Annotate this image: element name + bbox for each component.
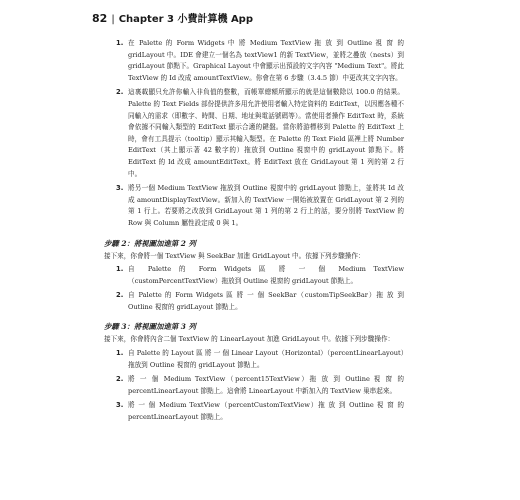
list-item xyxy=(104,400,404,423)
section-heading-step3: 步驟 3：將視圖加進第 3 列 xyxy=(104,322,196,332)
page-number: 82 xyxy=(92,12,108,25)
step-text: 將 一 個 Medium TextView（percentCustomTextView）拖 放 到 Outline 視 窗 的 percentLinearLayout 節點上。 xyxy=(128,401,404,422)
list-item xyxy=(104,374,404,397)
step-text: 自 Palette 的 Form Widgets 區 將 一 個 SeekBar（customTipSeekBar）拖 放 到 Outline 視窗的 gridLayout 節點上。 xyxy=(128,291,404,311)
list-item xyxy=(104,290,404,313)
page-content xyxy=(104,38,404,427)
chapter-title: Chapter 3 小費計算機 App xyxy=(118,14,254,25)
running-header xyxy=(92,10,253,25)
header-separator: | xyxy=(111,14,115,25)
step-text: 自 Palette 的 Form Widgets 區 將 一 個 Medium TextView（customPercentTextView）拖放到 Outline 視窗的 gridLayout 節點上。 xyxy=(128,265,404,285)
step-text: 自 Palette 的 Layout 區 將 一 個 Linear Layout（Horizontal）（percentLinearLayout）拖放到 Outline 視窗的 gridLayout 節點上。 xyxy=(128,349,404,369)
list-item xyxy=(104,38,404,84)
step1-list xyxy=(104,38,404,230)
step-text: 在 Palette 的 Form Widgets 中 將 Medium TextView 拖 放 到 Outline 視 窗 的 gridLayout 中。IDE 會建立一個名為 textView1 的新 TextView，並將之疊放（nests）到 gridLayout 節點下。Graphical Layout 中會顯示出預設的文字內容 "Medium Text"。將此 TextView 的 Id 改成 amountTextView。你會在第 6 步驟（3.4.5 節）中更改其文字內容。 xyxy=(128,39,404,82)
step3-list xyxy=(104,348,404,424)
step-text: 將 一 個 Medium TextView（percent15TextView）拖 放 到 Outline 視 窗 的 percentLinearLayout 節點上。這會將 LinearLayout 中新加入的 TextView 巢串起來。 xyxy=(128,375,404,395)
step-text: 將另一個 Medium TextView 拖放到 Outline 視窗中的 gridLayout 節點上，並將其 Id 改成 amountDisplayTextView。新加入的 TextView 一開始被放置在 GridLayout 第 2 列的第 1 行上。若要將之改放到 GridLayout 第 1 列的第 2 行上的話，要分別將 TextView 的 Row 與 Column 屬性設定成 0 與 1。 xyxy=(128,184,404,227)
list-item xyxy=(104,87,404,180)
step-text: 這裏載顯只允許你輸入非負值的整數，而帳單總額所顯示的就是這個數除以 100.0 的結果。Palette 的 Text Fields 部份提供許多用允許使用者輸入特定資料的 EditText，以因應各種不同輸入的需求（即數字、時間、日期、地址與電話號碼等）。當使用者操作 EditText 時，系統會依據不同輸入類型的 EditText 顯示合適的鍵盤。當你將游標移到 Palette 的 EditText 上時，會有工具提示（tooltip）顯示其輸入類型。在 Palette 的 Text Field 區裡上將 Number EditText（其上顯示著 42 數字的）拖放到 Outline 視窗中的 gridLayout 節點下。將 EditText 的 Id 改成 amountEditText。將 EditText 放在 GridLayout 第 1 列的第 2 行中。 xyxy=(128,88,404,178)
step-number: 2. xyxy=(116,291,124,300)
section-intro-step3: 接下來，你會將內含二個 TextView 的 LinearLayout 加進 GridLayout 中。依據下列步驟操作： xyxy=(104,335,395,344)
step-number: 1. xyxy=(116,39,124,47)
list-item xyxy=(104,264,404,287)
list-item xyxy=(104,348,404,371)
section-heading-step2: 步驟 2：將視圖加進第 2 列 xyxy=(104,238,196,248)
step-number: 2. xyxy=(116,88,124,97)
step-number: 3. xyxy=(116,401,124,410)
step-number: 1. xyxy=(116,349,124,358)
list-item xyxy=(104,183,404,229)
step-number: 3. xyxy=(116,184,124,193)
section-intro-step2: 接下來，你會將一個 TextView 與 SeekBar 加進 GridLayout 中。依據下列步驟操作： xyxy=(104,251,365,260)
step-number: 2. xyxy=(116,375,124,384)
step-number: 1. xyxy=(116,265,124,274)
step2-list xyxy=(104,264,404,313)
